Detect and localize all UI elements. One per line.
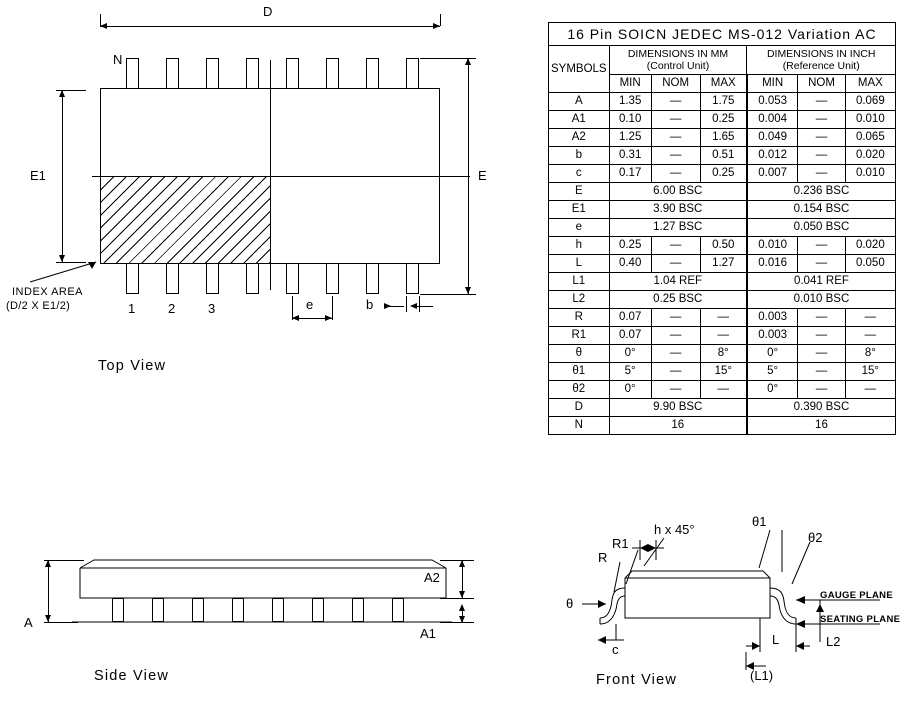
table-cell-value: 0.020 [845, 237, 895, 255]
table-cell-value: 8° [700, 345, 747, 363]
table-cell-value: 16 [609, 417, 747, 435]
table-cell-value: 5° [609, 363, 651, 381]
dim-ext-a1-bottom [440, 622, 474, 623]
dim-label-n: N [113, 52, 123, 67]
table-subheader-cell: NOM [651, 75, 700, 93]
table-cell-value: 1.27 BSC [609, 219, 747, 237]
table-cell-value: 15° [700, 363, 747, 381]
table-row [549, 345, 896, 363]
table-row [549, 327, 896, 345]
side-lead [352, 598, 364, 622]
table-cell-symbol: E [549, 183, 610, 201]
table-cell-symbol: e [549, 219, 610, 237]
table-subheader-cell: MAX [845, 75, 895, 93]
table-cell-value: 0.51 [700, 147, 747, 165]
table-row [549, 219, 896, 237]
side-lead [272, 598, 284, 622]
table-cell-symbol: L [549, 255, 610, 273]
table-cell-symbol: c [549, 165, 610, 183]
table-cell-value: 0.041 REF [747, 273, 896, 291]
table-row [549, 147, 896, 165]
dim-arrow-e-pitch-right [325, 315, 332, 321]
table-cell-value: 0.25 [700, 111, 747, 129]
table-row [549, 273, 896, 291]
table-cell-value: 0.050 [845, 255, 895, 273]
dim-ext-b-left [406, 296, 407, 312]
table-cell-value: — [651, 111, 700, 129]
seating-plane-label: SEATING PLANE [820, 614, 901, 625]
table-cell-value: 8° [845, 345, 895, 363]
side-lead [192, 598, 204, 622]
top-view-title: Top View [98, 358, 167, 374]
table-cell-value: 0.012 [747, 147, 798, 165]
table-cell-value: 0° [747, 381, 798, 399]
table-cell-symbol: A1 [549, 111, 610, 129]
dim-label-r: R [598, 550, 608, 565]
side-lead [312, 598, 324, 622]
table-row [549, 309, 896, 327]
table-cell-value: 0.050 BSC [747, 219, 896, 237]
table-cell-value: — [651, 363, 700, 381]
table-cell-value: 0.154 BSC [747, 201, 896, 219]
table-cell-symbol: N [549, 417, 610, 435]
table-row [549, 165, 896, 183]
table-cell-value: 0.10 [609, 111, 651, 129]
dim-label-theta2: θ2 [808, 530, 823, 545]
table-cell-value: 1.75 [700, 93, 747, 111]
table-cell-value: — [845, 327, 895, 345]
table-cell-symbol: h [549, 237, 610, 255]
table-cell-value: — [798, 165, 845, 183]
dim-arrow-a-bottom [45, 615, 51, 622]
table-cell-value: — [798, 363, 845, 381]
dim-label-a2: A2 [424, 570, 440, 585]
table-cell-value: 0.010 [747, 237, 798, 255]
dim-arrow-a1-top [459, 604, 465, 611]
table-cell-value: 1.27 [700, 255, 747, 273]
dim-label-e: E [478, 168, 487, 183]
table-cell-value: — [798, 147, 845, 165]
table-cell-value: 0.17 [609, 165, 651, 183]
table-body [549, 93, 896, 435]
table-row [549, 93, 896, 111]
table-cell-value: — [700, 327, 747, 345]
dimension-table [548, 22, 896, 435]
dim-label-theta: θ [566, 596, 574, 611]
dim-label-e-pitch: e [306, 297, 314, 312]
table-cell-value: 0.25 [609, 237, 651, 255]
table-cell-value: — [845, 309, 895, 327]
table-cell-symbol: L1 [549, 273, 610, 291]
table-cell-value: — [798, 129, 845, 147]
side-view-drawing [0, 520, 500, 700]
pin-number-3: 3 [208, 301, 216, 316]
side-lead [152, 598, 164, 622]
table-cell-value: 0.25 BSC [609, 291, 747, 309]
side-lead [232, 598, 244, 622]
index-area-label-line1: INDEX AREA [12, 286, 84, 298]
table-cell-symbol: R1 [549, 327, 610, 345]
table-cell-value: — [798, 345, 845, 363]
table-cell-value: — [651, 165, 700, 183]
table-cell-value: 0.50 [700, 237, 747, 255]
pin-number-1: 1 [128, 301, 136, 316]
dim-label-theta1: θ1 [752, 514, 767, 529]
table-cell-value: 0.40 [609, 255, 651, 273]
table-cell-value: — [651, 129, 700, 147]
dim-label-b: b [366, 297, 374, 312]
side-lead [112, 598, 124, 622]
dim-ext-a2-bottom [440, 598, 474, 599]
table-cell-value: 0.010 [845, 165, 895, 183]
dim-ext-a-bottom [44, 622, 78, 623]
dim-arrow-e-pitch-left [292, 315, 299, 321]
table-cell-value: 0.236 BSC [747, 183, 896, 201]
table-cell-value: 0.049 [747, 129, 798, 147]
pin-number-2: 2 [168, 301, 176, 316]
table-cell-value: 0° [609, 381, 651, 399]
dim-label-d: D [263, 4, 273, 19]
table-cell-value: — [798, 327, 845, 345]
dim-label-c: c [612, 642, 619, 657]
table-cell-value: 6.00 BSC [609, 183, 747, 201]
table-row [549, 381, 896, 399]
table-header-mm [609, 46, 747, 75]
dim-label-r1: R1 [612, 536, 629, 551]
table-cell-value: 5° [747, 363, 798, 381]
table-cell-symbol: D [549, 399, 610, 417]
table-cell-value: 1.25 [609, 129, 651, 147]
table-cell-value: — [651, 147, 700, 165]
dim-arrow-a2-top [459, 560, 465, 567]
table-cell-symbol: A [549, 93, 610, 111]
table-cell-symbol: R [549, 309, 610, 327]
dim-arrow-b-right [410, 303, 417, 309]
table-row [549, 201, 896, 219]
dim-line-a [48, 560, 49, 622]
dim-arrow-b-left [384, 303, 391, 309]
side-lead [392, 598, 404, 622]
table-cell-value: 1.04 REF [609, 273, 747, 291]
table-row [549, 399, 896, 417]
table-cell-value: — [798, 381, 845, 399]
table-cell-value: 0.07 [609, 309, 651, 327]
table-cell-symbol: θ2 [549, 381, 610, 399]
table-cell-value: — [798, 237, 845, 255]
table-cell-symbol: b [549, 147, 610, 165]
table-cell-value: 0.065 [845, 129, 895, 147]
table-cell-value: 0.010 BSC [747, 291, 896, 309]
table-cell-value: 9.90 BSC [609, 399, 747, 417]
table-cell-value: — [651, 327, 700, 345]
table-cell-symbol: L2 [549, 291, 610, 309]
table-cell-value: 1.35 [609, 93, 651, 111]
table-row [549, 291, 896, 309]
table-cell-value: — [798, 255, 845, 273]
table-cell-value: 0.053 [747, 93, 798, 111]
table-row [549, 255, 896, 273]
table-row [549, 129, 896, 147]
table-cell-value: 0.004 [747, 111, 798, 129]
table-cell-symbol: θ [549, 345, 610, 363]
table-row [549, 417, 896, 435]
table-row [549, 111, 896, 129]
dim-label-a: A [24, 615, 33, 630]
table-header-symbols: SYMBOLS [549, 46, 610, 93]
table-subheader-cell: MIN [747, 75, 798, 93]
table-cell-value: 15° [845, 363, 895, 381]
dim-label-a1: A1 [420, 626, 436, 641]
dim-arrow-a-top [45, 560, 51, 567]
table-header-mm-line2: (Control Unit) [646, 60, 710, 73]
table-cell-symbol: A2 [549, 129, 610, 147]
front-view-drawing [520, 500, 918, 700]
dim-ext-a-top [44, 560, 84, 561]
table-cell-value: 0.07 [609, 327, 651, 345]
dim-ext-a2-top [440, 560, 474, 561]
front-view-title: Front View [596, 672, 678, 688]
table-row [549, 363, 896, 381]
table-subheader-cell: NOM [798, 75, 845, 93]
table-cell-value: — [651, 309, 700, 327]
table-cell-value: 0.010 [845, 111, 895, 129]
table-cell-value: — [700, 381, 747, 399]
table-cell-value: — [845, 381, 895, 399]
table-cell-value: — [651, 381, 700, 399]
table-cell-value: 0.016 [747, 255, 798, 273]
gauge-plane-label: GAUGE PLANE [820, 590, 893, 601]
table-cell-value: 0° [747, 345, 798, 363]
index-area-leader [0, 0, 540, 420]
table-cell-value: 0.003 [747, 309, 798, 327]
dim-arrow-a2-bottom [459, 591, 465, 598]
dim-label-l: L [772, 632, 780, 647]
table-cell-value: 16 [747, 417, 896, 435]
table-cell-value: 0.003 [747, 327, 798, 345]
table-cell-value: — [700, 309, 747, 327]
table-cell-value: 3.90 BSC [609, 201, 747, 219]
side-view-title: Side View [94, 668, 170, 684]
side-view-body [0, 520, 500, 700]
table-cell-value: 0° [609, 345, 651, 363]
dim-ext-b-right [419, 296, 420, 312]
table-subheader-cell: MAX [700, 75, 747, 93]
table-cell-value: 0.020 [845, 147, 895, 165]
dim-label-h-45: h x 45° [654, 522, 695, 537]
table-cell-value: 0.007 [747, 165, 798, 183]
table-cell-symbol: E1 [549, 201, 610, 219]
table-header-inch-line1: DIMENSIONS IN INCH [766, 48, 876, 61]
table-header-mm-line1: DIMENSIONS IN MM [627, 48, 729, 61]
table-cell-value: 0.069 [845, 93, 895, 111]
table-cell-value: 0.25 [700, 165, 747, 183]
dim-label-l2: L2 [826, 634, 841, 649]
table-cell-value: — [651, 255, 700, 273]
table-cell-value: — [651, 237, 700, 255]
table-cell-value: 0.31 [609, 147, 651, 165]
top-view-drawing [0, 0, 540, 420]
dim-label-e1: E1 [30, 168, 46, 183]
table-cell-value: — [798, 93, 845, 111]
dim-ext-e-pitch-right [332, 296, 333, 320]
table-cell-value: 0.390 BSC [747, 399, 896, 417]
table-cell-value: — [651, 93, 700, 111]
table-cell-value: 1.65 [700, 129, 747, 147]
table-cell-value: — [798, 111, 845, 129]
table-cell-value: — [798, 309, 845, 327]
table-title: 16 Pin SOICN JEDEC MS-012 Variation AC [549, 23, 896, 46]
table-row [549, 183, 896, 201]
table-cell-symbol: θ1 [549, 363, 610, 381]
table-cell-value: — [651, 345, 700, 363]
table-header-inch-line2: (Reference Unit) [782, 60, 860, 73]
table-row [549, 237, 896, 255]
dim-label-l1: (L1) [750, 668, 774, 683]
table-subheader-cell: MIN [609, 75, 651, 93]
table-header-inch [747, 46, 896, 75]
index-area-label-line2: (D/2 X E1/2) [6, 300, 71, 312]
